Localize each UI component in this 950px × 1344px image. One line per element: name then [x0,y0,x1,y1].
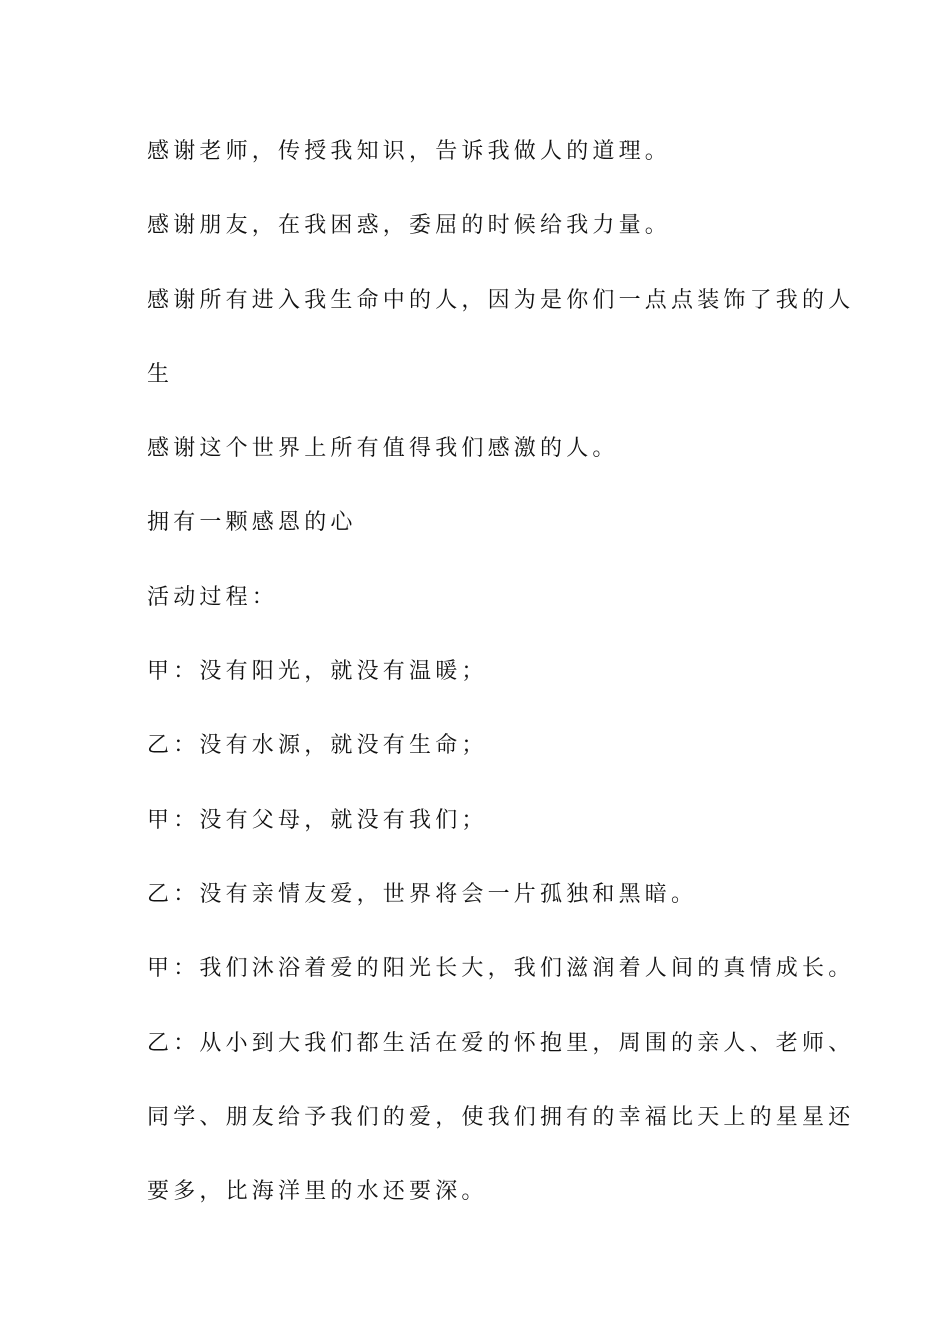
document-body [147,124,855,1238]
dialogue-line: 同学、朋友给予我们的爱，使我们拥有的幸福比天上的星星还 [147,1104,855,1130]
text-line: 生 [147,361,174,387]
dialogue-line: 甲：没有父母，就没有我们； [147,807,488,833]
dialogue-line: 甲：我们沐浴着爱的阳光长大，我们滋润着人间的真情成长。 [147,956,855,982]
dialogue-line: 乙：没有水源，就没有生命； [147,733,488,759]
text-line: 感谢老师，传授我知识，告诉我做人的道理。 [147,139,672,164]
section-heading: 拥有一颗感恩的心 [147,510,357,536]
text-line: 感谢所有进入我生命中的人，因为是你们一点点装饰了我的人 [147,287,855,313]
subheading: 活动过程： [147,584,279,610]
text-line: 感谢朋友，在我困惑，委屈的时候给我力量。 [147,213,672,239]
dialogue-line: 乙：没有亲情友爱，世界将会一片孤独和黑暗。 [147,881,698,907]
dialogue-line: 乙：从小到大我们都生活在爱的怀抱里，周围的亲人、老师、 [147,1030,855,1056]
dialogue-line: 要多，比海洋里的水还要深。 [147,1179,488,1205]
text-line: 感谢这个世界上所有值得我们感激的人。 [147,436,619,462]
dialogue-line: 甲：没有阳光，就没有温暖； [147,659,488,685]
